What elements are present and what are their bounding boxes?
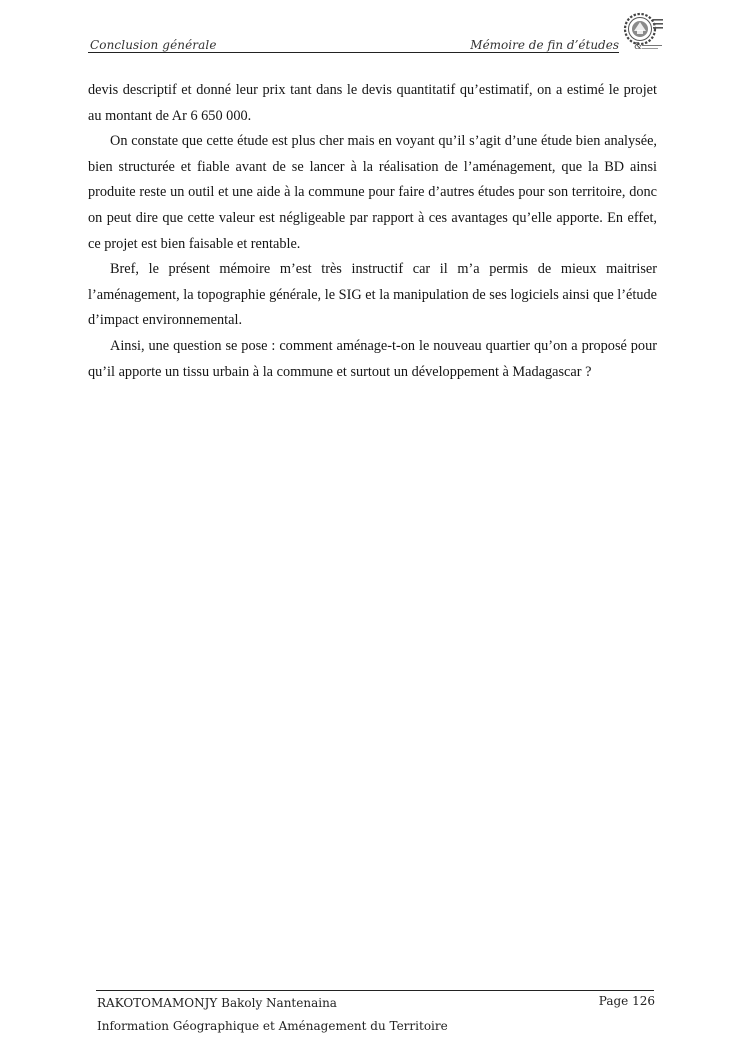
school-emblem-icon <box>620 10 666 54</box>
paragraph-1: devis descriptif et donné leur prix tant dans le devis quantitatif qu’estimatif, on a estimé le projet au montant de Ar 6 650 000. <box>88 82 657 124</box>
svg-text:&: & <box>634 42 643 52</box>
footer-author: RAKOTOMAMONJY Bakoly Nantenaina <box>97 996 337 1010</box>
header-chapter-title: Conclusion générale <box>90 38 217 52</box>
footer-department: Information Géographique et Aménagement du Territoire <box>97 1019 448 1033</box>
page-number: Page 126 <box>598 994 655 1008</box>
paragraph-3: Bref, le présent mémoire m’est très instructif car il m’a permis de mieux maitriser l’aménagement, la topographie générale, le SIG et la manipulation de ses logiciels ainsi que l’étude d’impact environnemental. <box>88 261 657 329</box>
paragraph-2: On constate que cette étude est plus cher mais en voyant qu’il s’agit d’une étude bien analysée, bien structurée et fiable avant de se lancer à la réalisation de l’aménagement, que la BD ainsi produite reste un outil et une aide à la commune pour faire d’autres études pour son territoire, donc on peut dire que cette valeur est négligeable par rapport à ces avantages qu’elle apporte. En effet, ce projet est bien faisable et rentable. <box>88 133 657 252</box>
body-text <box>88 78 657 385</box>
header-document-type: Mémoire de fin d’études <box>470 38 619 52</box>
footer-divider <box>96 990 654 991</box>
page-header <box>88 38 619 53</box>
paragraph-4: Ainsi, une question se pose : comment aménage-t-on le nouveau quartier qu’on a proposé pour qu’il apporte un tissu urbain à la commune et surtout un développement à Madagascar ? <box>88 337 657 380</box>
